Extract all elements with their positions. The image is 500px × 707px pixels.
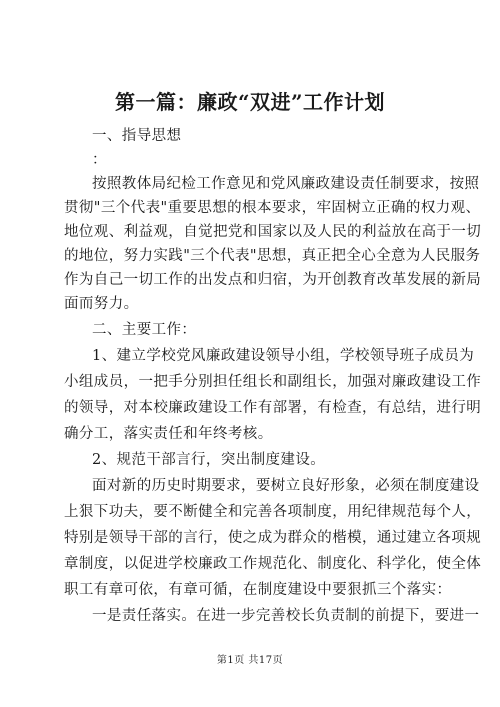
- paragraph-line: 职工有章可依，有章可循，在制度建设中要狠抓三个落实：: [64, 582, 452, 598]
- section-heading-guiding-thought: 一、指导思想: [92, 128, 182, 144]
- page-number-footer: 第1页 共17页: [216, 655, 284, 666]
- paragraph-line: 上狠下功夫，要不断健全和完善各项制度，用纪律规范每个人，: [64, 504, 482, 520]
- paragraph-line: 地位观、利益观，自觉把党和国家以及人民的利益放在高于一切: [64, 224, 482, 240]
- paragraph-line: 特别是领导干部的言行，使之成为群众的楷模，通过建立各项规: [64, 530, 482, 546]
- paragraph-line: 贯彻"三个代表"重要思想的根本要求，牢固树立正确的权力观、: [64, 200, 481, 216]
- paragraph-line: 小组成员，一把手分别担任组长和副组长，加强对廉政建设工作: [64, 374, 482, 390]
- paragraph-line: 作为自己一切工作的出发点和归宿，为开创教育改革发展的新局: [64, 272, 482, 288]
- paragraph-line: 章制度，以促进学校廉政工作规范化、制度化、科学化，使全体: [64, 556, 482, 572]
- paragraph-line: 按照教体局纪检工作意见和党风廉政建设责任制要求，按照: [92, 176, 480, 192]
- paragraph-line: 面而努力。: [64, 296, 139, 312]
- paragraph-line: ：: [92, 152, 107, 168]
- section-heading-main-work: 二、主要工作：: [92, 322, 197, 338]
- paragraph-line: 的领导，对本校廉政建设工作有部署，有检查，有总结，进行明: [64, 400, 482, 416]
- paragraph-line: 确分工，落实责任和年终考核。: [64, 426, 273, 442]
- document-title: 第一篇：廉政“双进”工作计划: [114, 90, 385, 114]
- paragraph-line: 1、建立学校党风廉政建设领导小组，学校领导班子成员为: [92, 348, 475, 364]
- paragraph-line: 一是责任落实。在进一步完善校长负责制的前提下，要进一: [92, 608, 480, 624]
- paragraph-line: 面对新的历史时期要求，要树立良好形象，必须在制度建设: [92, 478, 480, 494]
- paragraph-line: 的地位，努力实践"三个代表"思想，真正把全心全意为人民服务: [64, 248, 481, 264]
- paragraph-line: 2、规范干部言行，突出制度建设。: [92, 452, 326, 468]
